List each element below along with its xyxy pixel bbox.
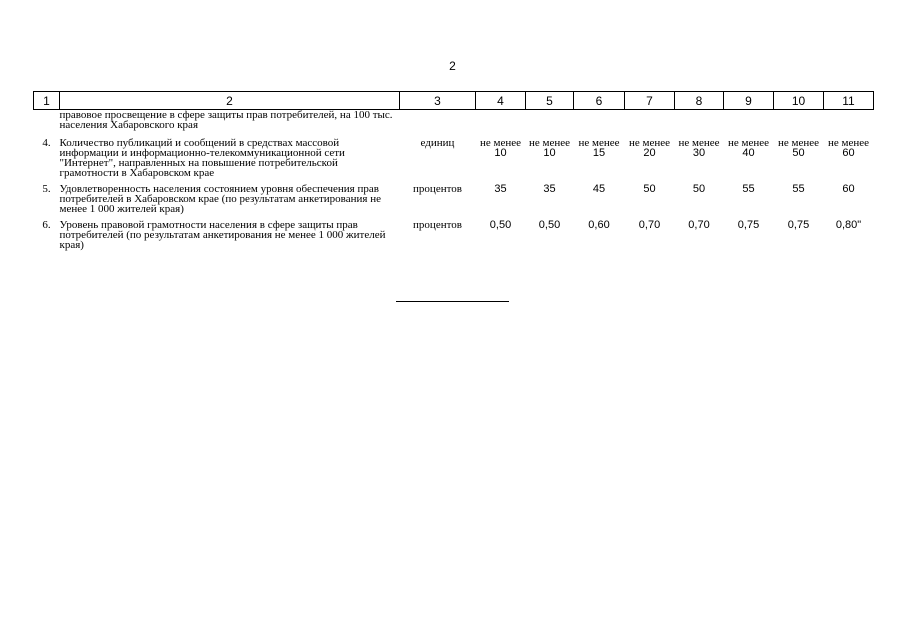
value-cell: 60 (842, 183, 855, 195)
end-of-document-line (396, 301, 509, 302)
row-number: 4. (42, 137, 51, 149)
value-cell: 45 (592, 183, 606, 195)
indicator-name: Удовлетворенность населения состоянием уровня обеспечения прав потребителей в Хабаровском крае (по результатам анкетирования не менее 1 000 жителей края) (59, 183, 381, 215)
value-cell: 0,80" (835, 219, 862, 231)
value-cell: 0,75 (737, 219, 760, 231)
value-cell: 0,50 (538, 219, 561, 231)
unit-cell: процентов (413, 219, 462, 231)
prefix-text: не менее (777, 137, 819, 149)
value-cell: 0,50 (489, 219, 512, 231)
indicators-table (33, 91, 874, 250)
value-cell: 55 (792, 183, 805, 195)
column-header: 7 (625, 92, 675, 110)
column-header: 9 (724, 92, 774, 110)
value-number: 20 (643, 147, 656, 159)
value-number: 10 (543, 147, 556, 159)
value-cell (526, 138, 574, 184)
row-number-cell (34, 110, 60, 139)
indicator-name: правовое просвещение в сфере защиты прав потребителей, на 100 тыс. населения Хабаровского края (59, 109, 393, 131)
row-number: 6. (42, 219, 51, 231)
column-header: 11 (824, 92, 874, 110)
value-cell (476, 138, 526, 184)
value-cell (675, 138, 724, 184)
value-cell (574, 138, 625, 184)
table-row-continuation (34, 110, 874, 139)
unit-cell: единиц (420, 137, 455, 149)
value-cell: 35 (543, 183, 556, 195)
column-header: 1 (34, 92, 60, 110)
column-header: 6 (574, 92, 625, 110)
value-cell: 0,75 (787, 219, 810, 231)
value-number: 10 (494, 147, 507, 159)
value-cell (625, 138, 675, 184)
column-header: 10 (774, 92, 824, 110)
row-number: 5. (42, 183, 51, 195)
value-cell: 50 (692, 183, 706, 195)
page-number: 2 (449, 59, 456, 73)
table-row (34, 138, 874, 184)
table-row (34, 184, 874, 220)
indicator-name: Уровень правовой грамотности населения в сфере защиты прав потребителей (по результатам анкетирования не менее 1 000 жителей края) (59, 219, 386, 251)
value-cell: 0,70 (638, 219, 661, 231)
prefix-text: не менее (528, 137, 570, 149)
column-header: 3 (400, 92, 476, 110)
value-number: 40 (742, 147, 755, 159)
value-cell (824, 138, 874, 184)
value-cell: 0,70 (688, 219, 710, 231)
value-number: 60 (842, 147, 855, 159)
unit-cell: процентов (413, 183, 462, 195)
value-cell (774, 138, 824, 184)
value-cell (724, 138, 774, 184)
value-number: 50 (792, 147, 805, 159)
column-header: 8 (675, 92, 724, 110)
value-number: 15 (592, 147, 606, 159)
prefix-text: не менее (578, 137, 620, 149)
value-cell: 50 (643, 183, 656, 195)
value-cell: 0,60 (588, 219, 610, 231)
prefix-text: не менее (678, 137, 720, 149)
indicator-name: Количество публикаций и сообщений в средствах массовой информации и информационно-телекоммуникационной сети "Интернет", направленных на повышение потребительской грамотности в Хабаровском крае (59, 137, 345, 179)
column-header: 2 (60, 92, 400, 110)
prefix-text: не менее (727, 137, 769, 149)
prefix-text: не менее (827, 137, 869, 149)
value-number: 30 (692, 147, 706, 159)
column-header: 5 (526, 92, 574, 110)
column-header: 4 (476, 92, 526, 110)
value-cell: 55 (742, 183, 755, 195)
table-row (34, 220, 874, 250)
table-header-row (34, 92, 874, 110)
value-cell: 35 (494, 183, 507, 195)
prefix-text: не менее (479, 137, 521, 149)
prefix-text: не менее (628, 137, 670, 149)
